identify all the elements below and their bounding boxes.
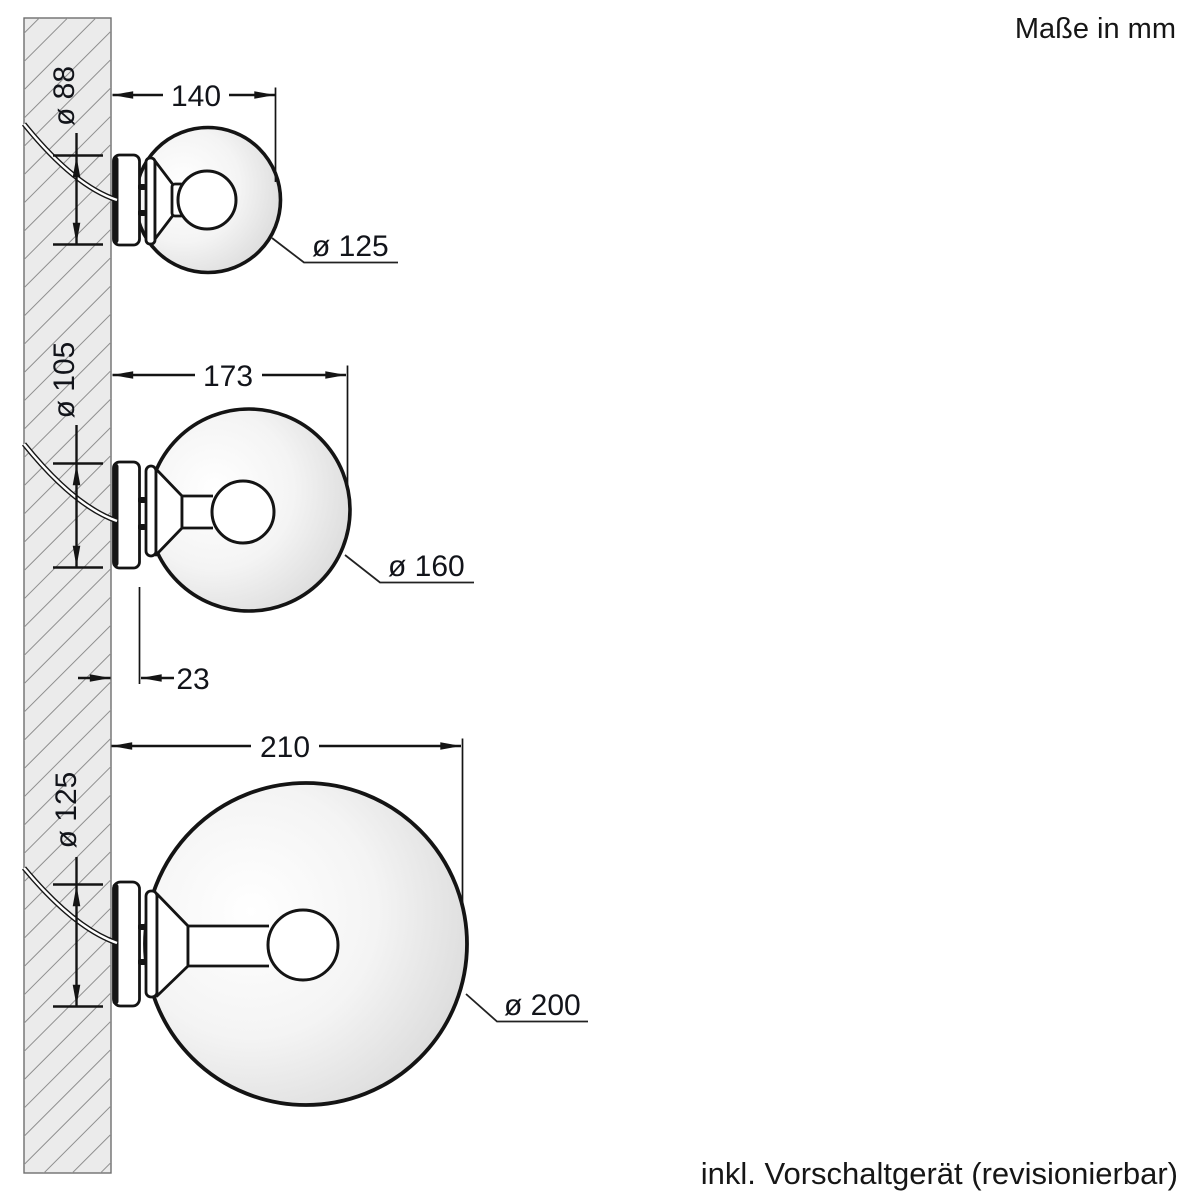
label-globe-diameter-small: ø 125 — [312, 230, 389, 263]
mounting-tab — [138, 497, 146, 503]
dim-value-mount-small: ø 88 — [48, 65, 81, 127]
wall-plate-edge — [113, 464, 119, 567]
dim-value-depth-small: 140 — [170, 80, 222, 113]
label-globe-diameter-large: ø 200 — [504, 989, 581, 1022]
mounting-tab — [138, 924, 146, 930]
label-globe-small — [272, 230, 398, 263]
bulb-socket — [178, 171, 236, 229]
bulb-socket — [212, 481, 274, 543]
cone-collar — [146, 891, 157, 997]
units-note: Maße in mm — [1014, 13, 1176, 45]
cone-collar — [146, 466, 156, 556]
mounting-tab — [138, 184, 146, 190]
dim-value-plate-depth-medium: 23 — [176, 663, 210, 696]
mounting-tab — [138, 959, 146, 965]
dim-value-mount-large: ø 125 — [50, 771, 83, 849]
mounting-tab — [138, 210, 146, 216]
label-globe-diameter-medium: ø 160 — [388, 550, 465, 583]
mounting-tab — [138, 524, 146, 530]
stem-tube — [188, 926, 269, 966]
bulb-socket — [268, 910, 338, 980]
lamp-neck — [182, 496, 213, 528]
dim-value-mount-medium: ø 105 — [48, 341, 81, 419]
dim-value-depth-large: 210 — [259, 731, 311, 764]
dim-value-depth-medium: 173 — [202, 360, 254, 393]
label-globe-large — [466, 989, 588, 1022]
ballast-note: inkl. Vorschaltgerät (revisionierbar) — [700, 1156, 1178, 1191]
label-globe-medium — [345, 550, 474, 583]
